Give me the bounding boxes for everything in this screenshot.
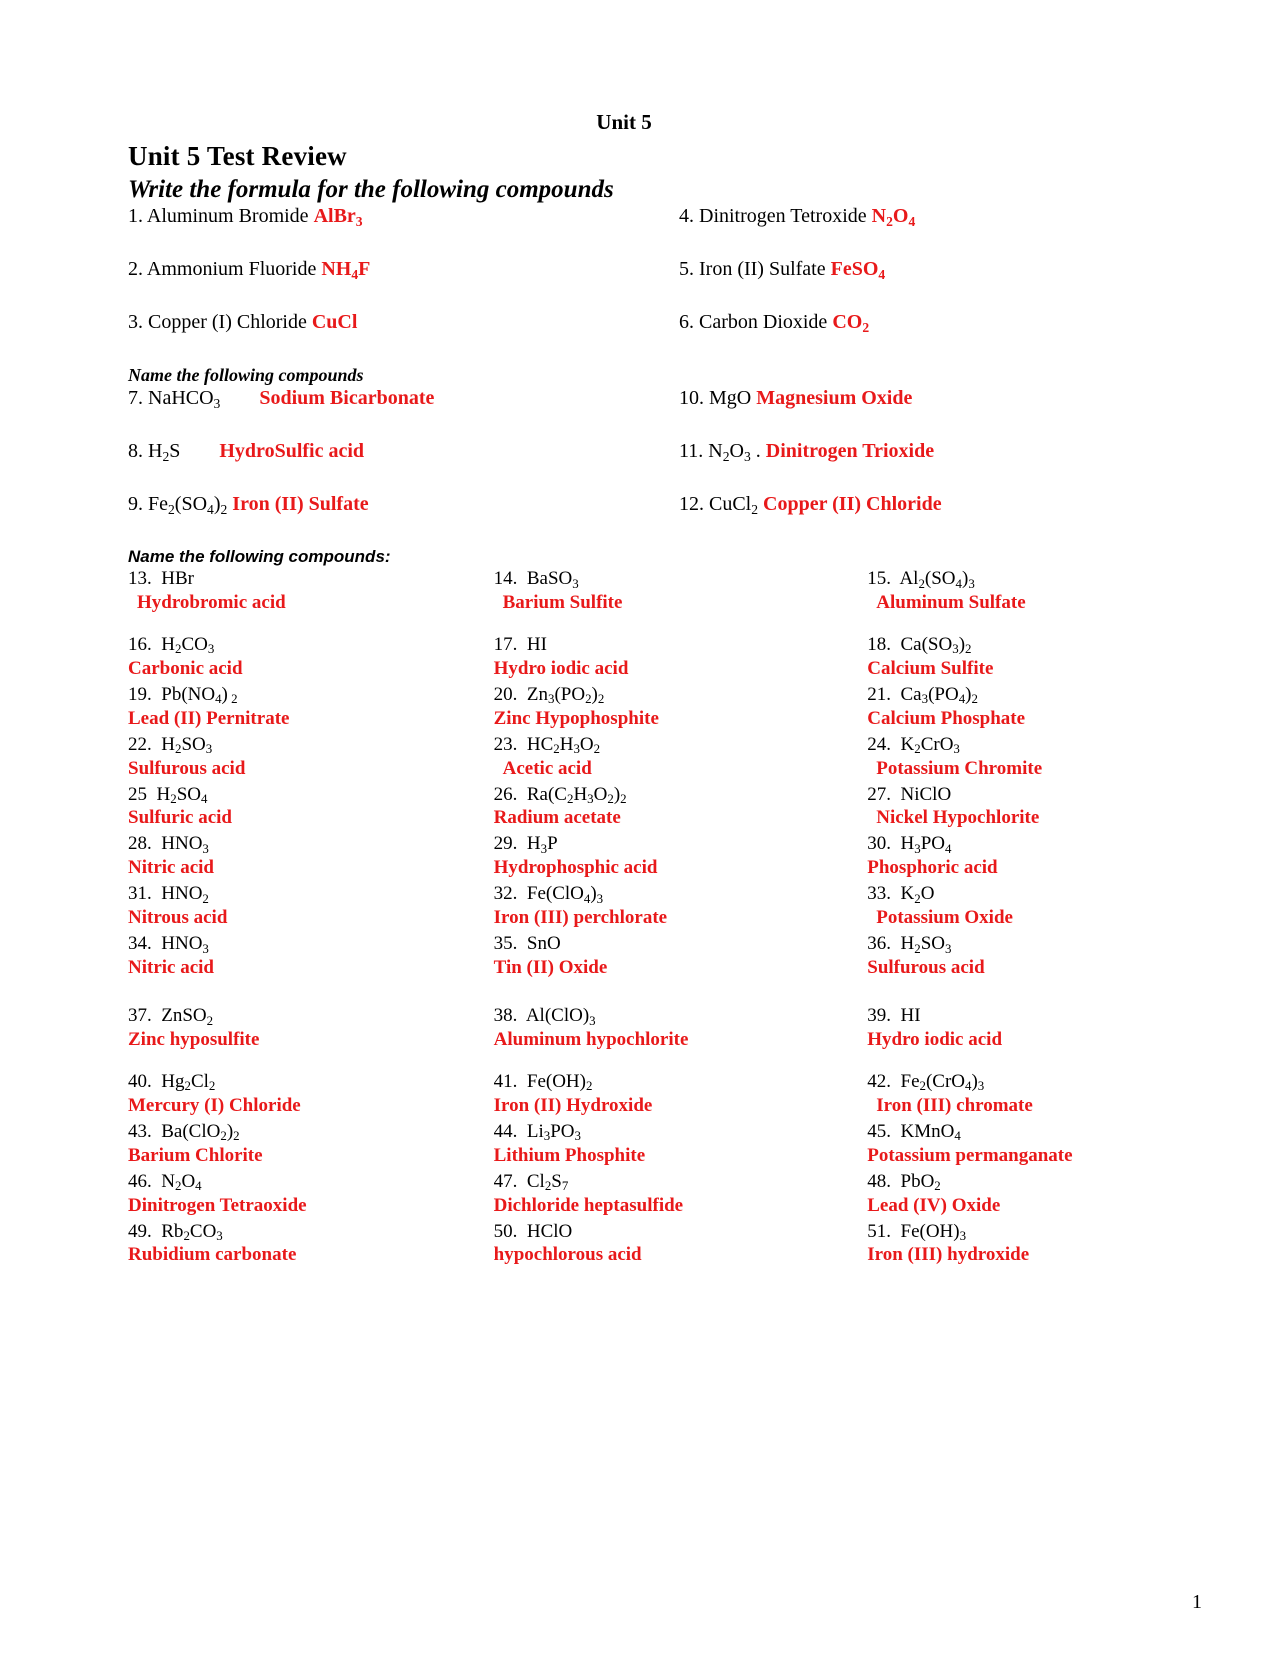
question-line <box>494 884 830 904</box>
naming-grid-cell <box>479 1222 830 1272</box>
question-line <box>867 934 1180 954</box>
chemical-formula: $H_2S$ <box>143 440 186 464</box>
question-line <box>128 1122 479 1142</box>
question-number: 24. <box>867 733 891 755</box>
answer-text: Hydrobromic acid <box>137 591 286 613</box>
question-number: 10. <box>679 387 704 409</box>
answer-text: Acetic acid <box>502 757 592 779</box>
naming-question-row <box>679 388 1180 408</box>
question-line <box>867 735 1180 755</box>
naming-grid-cell <box>128 1072 479 1122</box>
chemical-formula: $Hg_2Cl_2$ <box>161 1070 216 1094</box>
question-line <box>128 1006 479 1026</box>
question-number: 2. <box>128 258 143 280</box>
naming-question-row <box>128 387 654 411</box>
question-number: 11. <box>679 440 704 462</box>
question-line <box>867 834 1180 854</box>
formula-question-row <box>679 258 1180 282</box>
chemical-formula: $H_2SO_4$ <box>156 783 208 807</box>
question-line <box>867 1122 1180 1142</box>
question-number: 17. <box>493 633 518 655</box>
answer-text: Sodium Bicarbonate <box>259 387 435 409</box>
answer-text: $NH_4F$ <box>321 258 371 282</box>
formula-question-row <box>128 205 654 229</box>
section-heading-names-2: Name the following compounds: <box>128 547 391 566</box>
question-line <box>494 685 830 705</box>
answer-text: Calcium Phosphate <box>867 707 1026 729</box>
naming-grid-cell <box>128 735 479 785</box>
chemical-formula: $Fe(ClO_4)_3$ <box>526 883 604 906</box>
chemical-formula: $Fe_2(SO_4)_2$ <box>143 493 228 517</box>
question-line <box>494 834 830 854</box>
naming-grid-cell <box>479 685 830 735</box>
question-line <box>128 1172 479 1192</box>
chemical-formula: $Ba(ClO_2)_2$ <box>161 1120 240 1144</box>
formula-question-row <box>128 258 654 282</box>
question-line <box>867 1006 1180 1026</box>
chemical-formula: $Ra(C_2H_3O_2)_2$ <box>526 783 627 807</box>
chemical-formula: MgO <box>704 387 757 409</box>
question-line <box>128 735 479 755</box>
question-line <box>494 1072 830 1092</box>
question-number: 36. <box>867 933 891 955</box>
question-line <box>867 884 1180 904</box>
answer-text: Potassium Chromite <box>876 757 1043 779</box>
naming-grid-cell <box>829 1006 1180 1056</box>
naming-grid-row <box>128 1122 1180 1172</box>
chemical-formula: $Zn_3(PO_2)_2$ <box>526 683 605 707</box>
question-number: 40. <box>128 1070 152 1092</box>
naming-grid-cell <box>479 1006 830 1056</box>
question-line <box>128 685 479 705</box>
question-number: 34. <box>128 933 152 955</box>
section-names-1-right-column <box>654 388 1180 547</box>
naming-grid-row <box>128 569 1180 619</box>
naming-grid-row <box>128 884 1180 934</box>
question-number: 12. <box>679 493 704 515</box>
chemical-formula: $Fe(OH)_3$ <box>900 1220 967 1244</box>
answer-text: Iron (III) chromate <box>876 1094 1033 1116</box>
answer-text: Aluminum hypochlorite <box>493 1028 689 1050</box>
question-number: 30. <box>867 833 891 855</box>
naming-grid-cell <box>829 1172 1180 1222</box>
answer-text: Tin (II) Oxide <box>493 957 608 979</box>
answer-text: Potassium permanganate <box>867 1144 1073 1166</box>
question-line <box>867 1222 1180 1242</box>
question-number: 46. <box>128 1170 152 1192</box>
question-line <box>867 685 1180 705</box>
chemical-formula: ZnSO$_2$ <box>161 1005 214 1028</box>
question-line <box>494 1172 830 1192</box>
naming-grid-cell <box>128 785 479 835</box>
chemical-formula: $Al_2(SO_4)_3$ <box>899 568 975 591</box>
answer-text: Copper (II) Chloride <box>763 493 942 515</box>
formula-question-row <box>679 205 1180 229</box>
question-line <box>128 934 479 954</box>
chemical-formula: $Al(ClO)_3$ <box>525 1005 596 1028</box>
answer-text: Lead (II) Pernitrate <box>128 707 290 729</box>
question-number: 48. <box>867 1170 891 1192</box>
section-names-1-left-column <box>128 388 654 547</box>
question-number: 8. <box>128 440 143 462</box>
chemical-formula: NiClO <box>900 783 952 805</box>
chemical-formula: HI <box>526 633 547 655</box>
chemical-formula: $K_2CrO_3$ <box>900 733 960 757</box>
answer-text: AlBr$_3$ <box>313 205 363 229</box>
question-line <box>128 569 479 589</box>
question-prompt: Ammonium Fluoride <box>143 258 322 280</box>
answer-text: Iron (III) hydroxide <box>867 1244 1030 1266</box>
chemical-formula: $HNO_3$ <box>161 933 209 956</box>
answer-text: Dichloride heptasulfide <box>493 1194 684 1216</box>
naming-grid-cell <box>829 685 1180 735</box>
question-number: 41. <box>493 1070 518 1092</box>
chemical-formula: $K_2O$ <box>900 883 935 906</box>
naming-question-row <box>679 493 1180 517</box>
unit-header: Unit 5 <box>596 110 652 134</box>
chemical-formula: $Fe_2(CrO_4)_3$ <box>900 1070 985 1094</box>
naming-grid-row <box>128 1172 1180 1222</box>
section-names-2-grid-b <box>128 1006 1180 1271</box>
formula-question-row <box>128 312 654 332</box>
question-number: 25 <box>128 783 147 805</box>
answer-text: Lithium Phosphite <box>493 1144 646 1166</box>
answer-text: Carbonic acid <box>128 657 243 679</box>
chemical-formula: $Pb(NO_4)$ $_2$ <box>161 683 238 707</box>
naming-grid-cell <box>128 1172 479 1222</box>
question-line <box>867 635 1180 655</box>
naming-grid-cell <box>829 569 1180 619</box>
answer-text: Aluminum Sulfate <box>876 591 1026 613</box>
chemical-formula: $N_2O_4$ <box>161 1170 202 1194</box>
chemical-formula: $H_2CO_3$ <box>161 633 215 657</box>
page-title: Unit 5 Test Review <box>128 141 347 171</box>
answer-text: Dinitrogen Trioxide <box>765 440 935 462</box>
chemical-formula: $Fe(OH)_2$ <box>526 1070 593 1094</box>
question-number: 47. <box>493 1170 518 1192</box>
chemical-formula: HI <box>900 1005 921 1026</box>
answer-text: Hydro iodic acid <box>867 1028 1003 1050</box>
question-number: 21. <box>867 683 891 705</box>
question-number: 4. <box>679 205 694 227</box>
answer-text: $CO_2$ <box>832 311 870 335</box>
chemical-formula: BaSO$_3$ <box>526 568 579 591</box>
answer-text: Phosphoric acid <box>867 857 998 879</box>
question-line <box>494 934 830 954</box>
question-number: 22. <box>128 733 152 755</box>
answer-text: Nickel Hypochlorite <box>876 807 1040 829</box>
answer-text: Barium Chlorite <box>128 1144 263 1166</box>
answer-text: Nitric acid <box>128 857 215 879</box>
chemical-formula: $H_2SO_3$ <box>161 733 213 757</box>
naming-question-row <box>679 440 1180 464</box>
answer-text: Sulfuric acid <box>128 807 232 829</box>
naming-grid-cell <box>128 1122 479 1172</box>
naming-grid-cell <box>128 1222 479 1272</box>
answer-text: Iron (II) Sulfate <box>232 493 369 515</box>
question-line <box>128 1222 479 1242</box>
chemical-formula: $Ca(SO_3)_2$ <box>900 633 972 657</box>
question-prompt: Dinitrogen Tetroxide <box>694 205 872 227</box>
question-line <box>128 1072 479 1092</box>
section-formulas-left-column <box>128 206 654 365</box>
chemical-formula: $Rb_2CO_3$ <box>161 1220 223 1244</box>
naming-grid-cell <box>479 1072 830 1122</box>
page-number: 1 <box>1192 1591 1202 1613</box>
naming-grid-cell <box>829 635 1180 685</box>
naming-grid-cell <box>479 785 830 835</box>
question-number: 7. <box>128 387 143 409</box>
question-number: 35. <box>493 933 518 955</box>
answer-text: hypochlorous acid <box>493 1244 642 1266</box>
answer-text: Potassium Oxide <box>876 907 1013 929</box>
question-line <box>128 834 479 854</box>
question-number: 3. <box>128 311 143 333</box>
naming-grid-cell <box>829 1072 1180 1122</box>
naming-grid-row <box>128 1006 1180 1056</box>
answer-text: Sulfurous acid <box>128 757 246 779</box>
question-line <box>494 1006 830 1026</box>
chemical-formula: $H_2SO_3$ <box>900 933 952 956</box>
formula-question-row <box>679 311 1180 335</box>
question-number: 16. <box>128 633 152 655</box>
naming-grid-cell <box>128 685 479 735</box>
chemical-formula: SnO <box>526 933 561 955</box>
naming-question-row <box>128 493 654 517</box>
naming-grid-cell <box>479 735 830 785</box>
question-prompt: Copper (I) Chloride <box>143 311 312 333</box>
naming-grid-cell <box>479 569 830 619</box>
naming-grid-row <box>128 735 1180 785</box>
answer-text: Barium Sulfite <box>502 591 623 613</box>
question-number: 43. <box>128 1120 152 1142</box>
naming-grid-cell <box>128 635 479 685</box>
naming-grid-cell <box>829 884 1180 934</box>
chemical-formula: $Ca_3(PO_4)_2$ <box>900 683 978 707</box>
naming-grid-cell <box>128 934 479 984</box>
naming-grid-cell <box>128 834 479 884</box>
section-names-1 <box>128 388 1180 547</box>
answer-text: CuCl <box>311 311 358 333</box>
question-number: 13. <box>128 568 152 589</box>
question-number: 50. <box>493 1220 518 1242</box>
naming-grid-cell <box>829 834 1180 884</box>
naming-grid-cell <box>479 1172 830 1222</box>
chemical-formula: $Li_3PO_3$ <box>526 1120 581 1144</box>
question-number: 42. <box>867 1070 891 1092</box>
question-number: 37. <box>128 1005 152 1026</box>
naming-grid-row <box>128 635 1180 685</box>
answer-text: Zinc hyposulfite <box>128 1028 260 1050</box>
question-number: 28. <box>128 833 152 855</box>
answer-text: Dinitrogen Tetraoxide <box>128 1194 307 1216</box>
answer-text: Magnesium Oxide <box>756 387 913 409</box>
chemical-formula: CuCl$_2$ <box>704 493 759 517</box>
naming-grid-row <box>128 785 1180 835</box>
chemical-formula: HClO <box>526 1220 573 1242</box>
question-number: 9. <box>128 493 143 515</box>
question-number: 49. <box>128 1220 152 1242</box>
chemical-formula: $H_3PO_4$ <box>900 833 952 856</box>
chemical-formula: HBr <box>161 568 194 589</box>
chemical-formula: NaHCO$_3$ <box>143 387 221 411</box>
answer-text: Nitric acid <box>128 957 215 979</box>
chemical-formula: $Cl_2S_7$ <box>526 1170 569 1194</box>
question-prompt: Aluminum Bromide <box>143 205 314 227</box>
question-number: 26. <box>493 783 518 805</box>
question-number: 31. <box>128 883 152 905</box>
chemical-formula: PbO$_2$ <box>900 1170 941 1194</box>
naming-grid-cell <box>829 1222 1180 1272</box>
answer-text: Iron (III) perchlorate <box>493 907 668 929</box>
question-line <box>128 785 479 805</box>
naming-grid-cell <box>829 785 1180 835</box>
answer-text: Rubidium carbonate <box>128 1244 297 1266</box>
section-heading-formulas: Write the formula for the following compounds <box>128 176 614 203</box>
naming-grid-row <box>128 934 1180 984</box>
answer-text: Lead (IV) Oxide <box>867 1194 1001 1216</box>
question-number: 32. <box>493 883 518 905</box>
naming-grid-row <box>128 685 1180 735</box>
question-line <box>128 884 479 904</box>
question-number: 29. <box>493 833 518 855</box>
question-prompt: Carbon Dioxide <box>694 311 833 333</box>
question-number: 19. <box>128 683 152 705</box>
question-number: 38. <box>493 1005 518 1026</box>
naming-grid-cell <box>479 934 830 984</box>
answer-text: Nitrous acid <box>128 907 228 929</box>
answer-text: FeSO$_4$ <box>830 258 886 282</box>
question-number: 20. <box>493 683 518 705</box>
question-line <box>128 635 479 655</box>
answer-text: Zinc Hypophosphite <box>493 707 659 729</box>
question-number: 27. <box>867 783 891 805</box>
question-line <box>494 635 830 655</box>
chemical-formula: $HNO_3$ <box>161 833 209 856</box>
chemical-formula: $HNO_2$ <box>161 883 209 906</box>
question-line <box>867 569 1180 589</box>
chemical-formula: $HC_2H_3O_2$ <box>526 733 601 757</box>
question-line <box>494 785 830 805</box>
naming-grid-cell <box>479 635 830 685</box>
answer-text: Calcium Sulfite <box>867 657 994 679</box>
answer-text: HydroSulfic acid <box>219 440 365 462</box>
question-line <box>494 1122 830 1142</box>
question-number: 1. <box>128 205 143 227</box>
question-number: 15. <box>867 568 891 589</box>
answer-text: Mercury (I) Chloride <box>128 1094 301 1116</box>
question-line <box>494 1222 830 1242</box>
naming-grid-cell <box>128 569 479 619</box>
question-number: 18. <box>867 633 891 655</box>
section-names-2-grid-a <box>128 569 1180 984</box>
question-line <box>867 1072 1180 1092</box>
naming-grid-cell <box>128 1006 479 1056</box>
chemical-formula: $N_2O_3$ . <box>703 440 766 464</box>
naming-grid-row <box>128 1072 1180 1122</box>
section-heading-names-1: Name the following compounds <box>128 365 364 385</box>
answer-text: Iron (II) Hydroxide <box>493 1094 653 1116</box>
question-line <box>867 785 1180 805</box>
question-number: 33. <box>867 883 891 905</box>
question-number: 6. <box>679 311 694 333</box>
section-formulas-right-column <box>654 206 1180 365</box>
question-line <box>494 569 830 589</box>
answer-text: $N_2O_4$ <box>871 205 916 229</box>
question-number: 39. <box>867 1005 891 1026</box>
naming-grid-cell <box>479 1122 830 1172</box>
question-line <box>867 1172 1180 1192</box>
section-formulas <box>128 206 1180 365</box>
question-prompt: Iron (II) Sulfate <box>694 258 831 280</box>
naming-grid-cell <box>829 934 1180 984</box>
chemical-formula: KMnO$_4$ <box>900 1120 961 1144</box>
question-line <box>494 735 830 755</box>
answer-text: Hydro iodic acid <box>493 657 629 679</box>
naming-grid-row <box>128 1222 1180 1272</box>
naming-grid-cell <box>829 1122 1180 1172</box>
naming-grid-cell <box>479 884 830 934</box>
question-number: 5. <box>679 258 694 280</box>
question-number: 51. <box>867 1220 891 1242</box>
naming-grid-cell <box>829 735 1180 785</box>
naming-question-row <box>128 440 654 464</box>
answer-text: Hydrophosphic acid <box>493 857 658 879</box>
question-number: 14. <box>493 568 518 589</box>
naming-grid-row <box>128 834 1180 884</box>
naming-grid-cell <box>479 834 830 884</box>
question-number: 44. <box>493 1120 518 1142</box>
question-number: 23. <box>493 733 518 755</box>
chemical-formula: $H_3P$ <box>526 833 558 856</box>
answer-text: Radium acetate <box>493 807 621 829</box>
naming-grid-cell <box>128 884 479 934</box>
answer-text: Sulfurous acid <box>867 957 985 979</box>
question-number: 45. <box>867 1120 891 1142</box>
